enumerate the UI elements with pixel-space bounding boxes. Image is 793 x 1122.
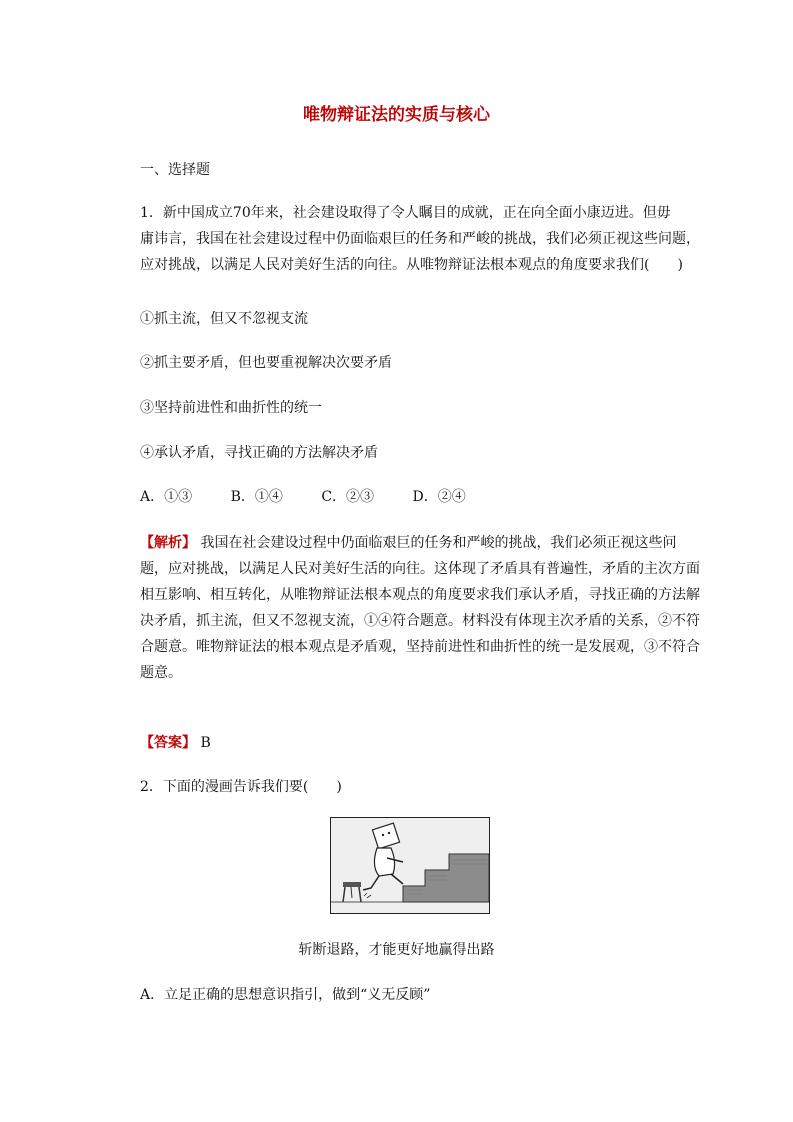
answer-label: 【答案】 [140,735,196,751]
statement-1: ①抓主流，但又不忽视支流 [140,311,308,327]
statement-3: ③坚持前进性和曲折性的统一 [140,400,322,416]
question-2-option-a: A．立足正确的思想意识指引，做到“义无反顾” [140,987,431,1003]
analysis-line: 题，应对挑战，以满足人民对美好生活的向往。这体现了矛盾具有普遍性，矛盾的主次方面 [140,561,700,577]
cartoon-caption: 斩断退路，才能更好地赢得出路 [298,942,495,958]
option-a: A．①③ [140,489,193,505]
page-title: 唯物辩证法的实质与核心 [303,105,490,125]
option-d: D．②④ [412,489,466,505]
question-1-line: 庸讳言，我国在社会建设过程中仍面临艰巨的任务和严峻的挑战，我们必须正视这些问题， [140,231,700,247]
analysis-block [140,530,700,686]
option-b: B．①④ [230,489,283,505]
question-1-line: 1．新中国成立70年来，社会建设取得了令人瞩目的成就，正在向全面小康迈进。但毋 [140,205,671,221]
analysis-line: 合题意。唯物辩证法的根本观点是矛盾观，坚持前进性和曲折性的统一是发展观，③不符合 [140,639,700,655]
option-c: C．②③ [321,489,375,505]
question-1-stem [140,200,700,278]
analysis-label: 【解析】 [140,535,196,551]
answer-line [140,733,660,753]
analysis-line: 【解析】 我国在社会建设过程中仍面临艰巨的任务和严峻的挑战，我们必须正视这些问 [140,535,677,551]
statement-2: ②抓主要矛盾，但也要重视解决次要矛盾 [140,355,392,371]
analysis-line: 决矛盾，抓主流，但又不忽视支流，①④符合题意。材料没有体现主次矛盾的关系，②不符 [140,613,700,629]
question-1-line: 应对挑战，以满足人民对美好生活的向往。从唯物辩证法根本观点的角度要求我们( ) [140,257,683,273]
cartoon-drawing [331,818,489,913]
question-1-options [140,487,660,507]
analysis-line: 相互影响、相互转化，从唯物辩证法根本观点的角度要求我们承认矛盾，寻找正确的方法解 [140,587,700,603]
question-2-stem: 2．下面的漫画告诉我们要( ) [140,779,342,795]
cartoon-image [330,817,490,914]
analysis-line: 题意。 [140,665,182,681]
statement-4: ④承认矛盾，寻找正确的方法解决矛盾 [140,445,378,461]
answer-value: B [200,735,211,751]
section-heading: 一、选择题 [140,162,210,178]
